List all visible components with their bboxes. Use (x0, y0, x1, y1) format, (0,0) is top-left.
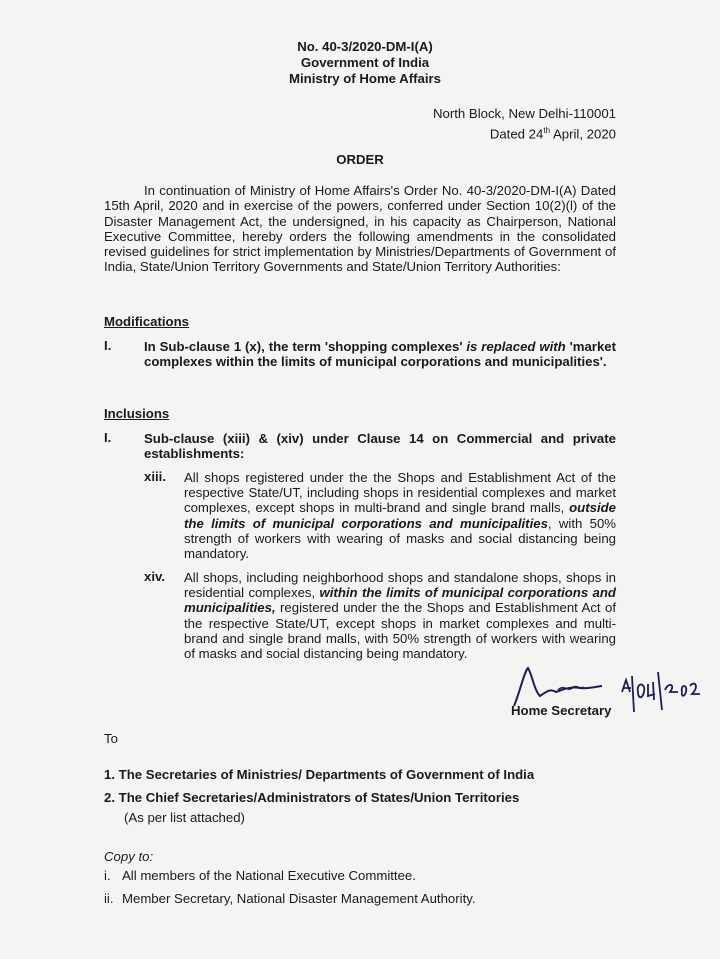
date-prefix: Dated 24 (489, 126, 544, 142)
xiv-c: registered under the the Shops and Establishment Act of the respective State/UT, except shops in market complexes and multi-brand and single brand malls, with 50% strength of workers with wearing of masks and social distancing being mandatory. (184, 600, 616, 662)
subclause-xiii-text (184, 470, 616, 561)
signatory-label: Home Secretary (511, 703, 612, 718)
modifications-item-number: I. (104, 338, 112, 353)
address: North Block, New Delhi-110001 (432, 106, 616, 121)
mod-text-c: 'market complexes within the limits of municipal corporations and municipalities'. (144, 339, 616, 369)
mod-text-b: is replaced with (466, 339, 566, 354)
copy-to-number: ii. (104, 891, 114, 906)
government-name: Government of India (300, 55, 430, 70)
xiv-a: All shops, including neighborhood shops and standalone shops, shops in residential complexes, (184, 570, 616, 601)
xiv-b: within the limits of municipal corporations and municipalities, (184, 585, 616, 616)
intro-paragraph: In continuation of Ministry of Home Affairs's Order No. 40-3/2020-DM-I(A) Dated 15th April, 2020 and in exercise of the powers, conferred under Section 10(2)(l) of the Disaster Management Act, the undersigned, in his capacity as Chairperson, National Executive Committee, hereby orders the following amendments in the consolidated revised guidelines for strict implementation by Ministries/Departments of Government of India, State/Union Territory Governments and State/Union Territory Authorities: (104, 183, 616, 275)
subclause-xiv-text (184, 570, 616, 661)
modifications-heading: Modifications (104, 314, 189, 329)
recipient-text: The Chief Secretaries/Administrators of States/Union Territories (118, 790, 520, 805)
recipient-item (104, 767, 534, 782)
ministry-name: Ministry of Home Affairs (289, 71, 441, 86)
date-sup: th (543, 126, 551, 135)
location-block (433, 105, 616, 142)
xiii-a: All shops registered under the the Shops and Establishment Act of the respective State/UT, including shops in residential complexes and market complexes, except shops in multi-brand and single brand malls, (184, 470, 616, 516)
recipient-text: The Secretaries of Ministries/ Departments of Government of India (118, 767, 535, 782)
subclause-xiii-number: xiii. (144, 469, 166, 484)
document-header (0, 39, 720, 87)
to-label: To (104, 731, 118, 746)
subclause-xiv-number: xiv. (144, 569, 166, 584)
xiii-c: , with 50% strength of workers with wearing of masks and social distancing being mandatory. (184, 515, 616, 562)
recipients-note: (As per list attached) (124, 810, 245, 825)
recipient-number: 1. (104, 767, 115, 782)
order-number: No. 40-3/2020-DM-I(A) (297, 39, 433, 54)
date-line (433, 122, 616, 142)
xiii-b: outside the limits of municipal corporations and municipalities (184, 500, 616, 531)
mod-text-a: In Sub-clause 1 (x), the term 'shopping complexes' (144, 339, 467, 354)
inclusions-heading: Inclusions (104, 406, 170, 421)
modifications-item-text (144, 339, 616, 369)
inclusions-item-number: I. (104, 430, 112, 445)
date-suffix: April, 2020 (550, 126, 616, 142)
copy-to-text: Member Secretary, National Disaster Management Authority. (122, 891, 476, 906)
inclusions-item-text: Sub-clause (xiii) & (xiv) under Clause 14 on Commercial and private establishments: (144, 431, 616, 461)
copy-to-item (104, 868, 416, 883)
recipient-item (104, 790, 519, 805)
copy-to-text: All members of the National Executive Committee. (122, 868, 416, 883)
copy-to-label: Copy to: (104, 849, 154, 864)
recipient-number: 2. (104, 790, 115, 805)
copy-to-item (104, 891, 476, 906)
order-title: ORDER (336, 152, 384, 167)
copy-to-number: i. (104, 868, 111, 883)
